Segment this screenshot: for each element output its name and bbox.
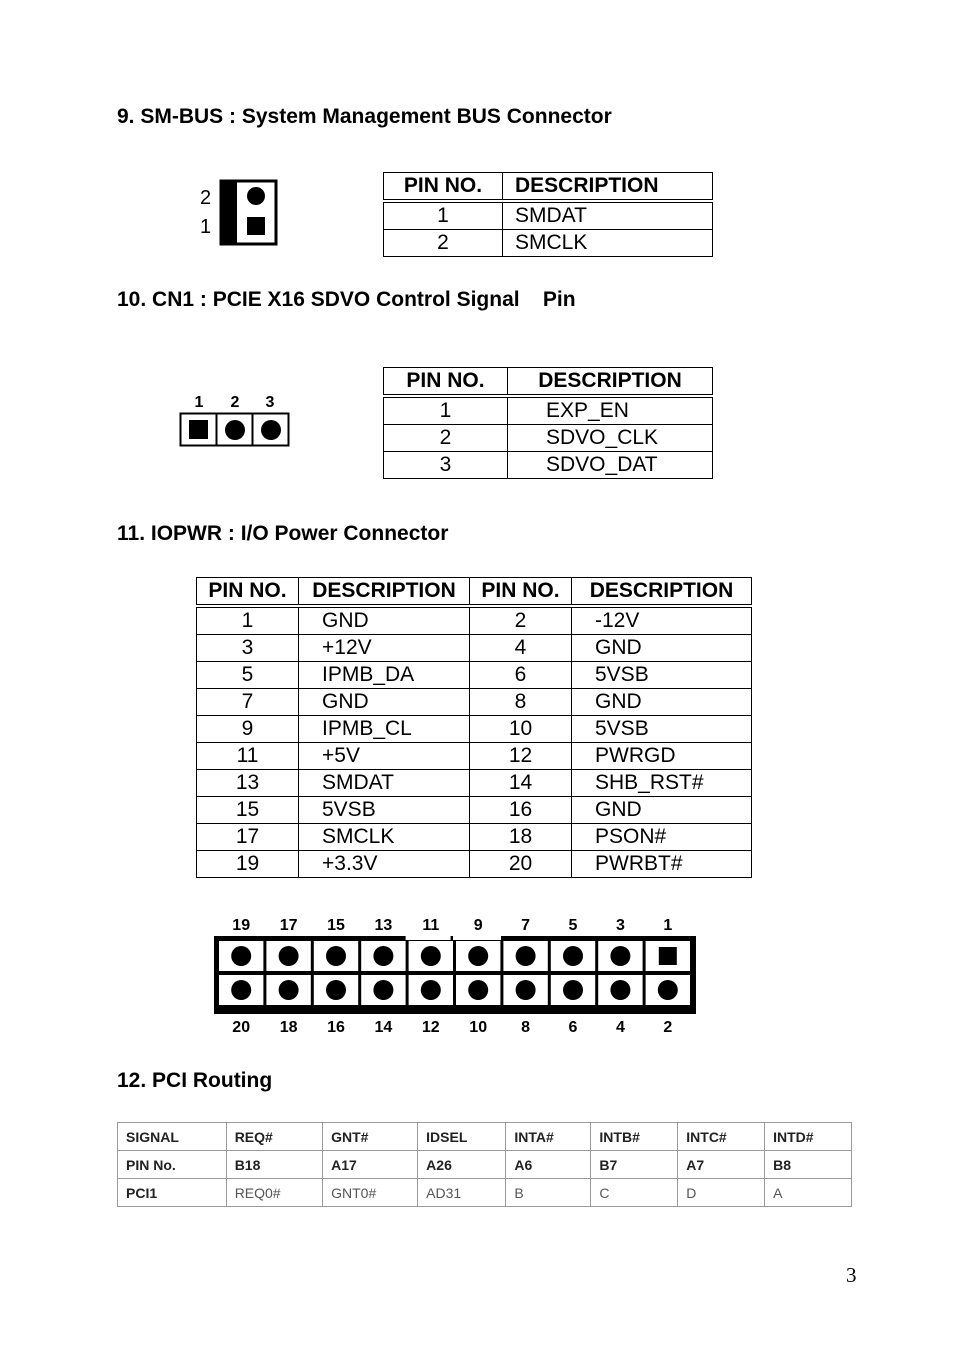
pin-no-cell: 4 <box>470 635 572 662</box>
pin-circle <box>516 980 536 1000</box>
iopwr-title: 11. IOPWR : I/O Power Connector <box>117 522 449 545</box>
pin-no-cell: 3 <box>197 635 299 662</box>
table-cell: A26 <box>418 1151 506 1179</box>
cn1-pin-label-1: 1 <box>194 394 204 411</box>
top-pin-number: 19 <box>232 917 251 934</box>
description-cell: SDVO_DAT <box>508 452 713 479</box>
description-cell: IPMB_DA <box>299 662 470 689</box>
page-number: 3 <box>846 1263 857 1287</box>
pin-no-cell: 20 <box>470 851 572 878</box>
table-cell: INTA# <box>506 1123 591 1151</box>
pin-square <box>659 947 677 965</box>
description-cell: GND <box>572 797 752 824</box>
table-cell: REQ0# <box>226 1179 322 1207</box>
pin-circle <box>610 946 630 966</box>
description-cell: PWRGD <box>572 743 752 770</box>
table-cell: INTB# <box>591 1123 678 1151</box>
description-cell: GND <box>299 606 470 635</box>
table-cell: INTD# <box>765 1123 852 1151</box>
pin-circle <box>373 946 393 966</box>
table-row <box>197 797 752 824</box>
table-cell: GNT0# <box>323 1179 418 1207</box>
description-cell: SDVO_CLK <box>508 425 713 452</box>
pin-no-header: PIN NO. <box>470 578 572 607</box>
pin-circle <box>516 946 536 966</box>
pin-circle <box>279 946 299 966</box>
cn1-pin-label-2: 2 <box>230 394 240 411</box>
table-cell: B <box>506 1179 591 1207</box>
description-cell: SHB_RST# <box>572 770 752 797</box>
table-row <box>384 452 713 479</box>
description-cell: 5VSB <box>572 716 752 743</box>
description-cell: SMCLK <box>503 230 713 257</box>
bottom-pin-number: 6 <box>568 1019 578 1036</box>
smbus-connector-diagram <box>219 179 279 247</box>
table-cell: IDSEL <box>418 1123 506 1151</box>
description-cell: GND <box>572 635 752 662</box>
pin-no-header: PIN NO. <box>384 173 503 202</box>
pin-no-cell: 1 <box>384 201 503 230</box>
pin-circle <box>231 946 251 966</box>
pin-circle <box>658 980 678 1000</box>
description-cell: +3.3V <box>299 851 470 878</box>
pin-circle <box>610 980 630 1000</box>
smbus-title: 9. SM-BUS : System Management BUS Connector <box>117 105 612 128</box>
pin-no-cell: 5 <box>197 662 299 689</box>
top-pin-number: 3 <box>615 917 625 934</box>
table-cell: A <box>765 1179 852 1207</box>
table-cell: AD31 <box>418 1179 506 1207</box>
top-pin-number: 17 <box>279 917 298 934</box>
top-pin-number: 15 <box>327 917 345 934</box>
pin-circle <box>468 946 488 966</box>
pin-no-cell: 6 <box>470 662 572 689</box>
description-cell: PSON# <box>572 824 752 851</box>
iopwr-pin-table <box>196 577 752 878</box>
table-row <box>197 824 752 851</box>
top-pin-number: 9 <box>473 917 483 934</box>
table-cell: A7 <box>678 1151 765 1179</box>
table-row <box>197 770 752 797</box>
cn1-connector-diagram <box>179 412 291 448</box>
table-cell: B7 <box>591 1151 678 1179</box>
cn1-title: 10. CN1 : PCIE X16 SDVO Control Signal Pin <box>117 288 576 311</box>
table-row <box>384 230 713 257</box>
smbus-pin-table <box>383 172 713 257</box>
pin-circle <box>421 946 441 966</box>
description-header: DESCRIPTION <box>299 578 470 607</box>
pin-no-cell: 13 <box>197 770 299 797</box>
table-row <box>197 662 752 689</box>
description-cell: PWRBT# <box>572 851 752 878</box>
pin-no-cell: 15 <box>197 797 299 824</box>
pin-no-cell: 18 <box>470 824 572 851</box>
pin-circle <box>326 980 346 1000</box>
table-row <box>197 851 752 878</box>
pin-no-header: PIN NO. <box>197 578 299 607</box>
bottom-pin-number: 8 <box>521 1019 531 1036</box>
pin-no-header: PIN NO. <box>384 368 508 397</box>
bottom-pin-number: 16 <box>327 1019 345 1036</box>
description-header: DESCRIPTION <box>508 368 713 397</box>
table-row <box>118 1179 852 1207</box>
bottom-pin-number: 10 <box>469 1019 488 1036</box>
table-row <box>384 425 713 452</box>
table-cell: GNT# <box>323 1123 418 1151</box>
pin-no-cell: 1 <box>384 396 508 425</box>
pin-no-cell: 19 <box>197 851 299 878</box>
pci-routing-table <box>117 1122 852 1207</box>
pin-no-cell: 8 <box>470 689 572 716</box>
bottom-pin-number: 14 <box>374 1019 393 1036</box>
table-row <box>118 1151 852 1179</box>
top-pin-number: 11 <box>422 917 440 934</box>
pin-no-cell: 3 <box>384 452 508 479</box>
pin-no-cell: 2 <box>384 425 508 452</box>
table-row <box>197 716 752 743</box>
pci-title: 12. PCI Routing <box>117 1069 273 1092</box>
row-header-cell: PIN No. <box>118 1151 227 1179</box>
pin-no-cell: 2 <box>470 606 572 635</box>
description-cell: EXP_EN <box>508 396 713 425</box>
pin-circle <box>373 980 393 1000</box>
pin-circle <box>563 946 583 966</box>
description-cell: 5VSB <box>572 662 752 689</box>
pin-no-cell: 7 <box>197 689 299 716</box>
top-pin-number: 7 <box>521 917 531 934</box>
bottom-pin-number: 20 <box>232 1019 251 1036</box>
description-cell: 5VSB <box>299 797 470 824</box>
pin-no-cell: 1 <box>197 606 299 635</box>
description-cell: -12V <box>572 606 752 635</box>
top-pin-number: 13 <box>374 917 393 934</box>
table-cell: A6 <box>506 1151 591 1179</box>
pin-circle <box>421 980 441 1000</box>
table-row <box>384 201 713 230</box>
key-notch <box>406 936 451 940</box>
pin-circle <box>563 980 583 1000</box>
table-cell: B8 <box>765 1151 852 1179</box>
description-cell: SMDAT <box>299 770 470 797</box>
description-cell: +12V <box>299 635 470 662</box>
pin-no-cell: 17 <box>197 824 299 851</box>
table-row <box>197 635 752 662</box>
pin-no-cell: 11 <box>197 743 299 770</box>
table-row <box>197 606 752 635</box>
pin-no-cell: 14 <box>470 770 572 797</box>
pin-circle <box>326 946 346 966</box>
row-header-cell: PCI1 <box>118 1179 227 1207</box>
table-cell: INTC# <box>678 1123 765 1151</box>
iopwr-connector-diagram <box>200 910 720 1040</box>
table-cell: A17 <box>323 1151 418 1179</box>
pin-circle <box>468 980 488 1000</box>
cn1-pin-table <box>383 367 713 479</box>
description-cell: +5V <box>299 743 470 770</box>
description-header: DESCRIPTION <box>572 578 752 607</box>
pin-no-cell: 9 <box>197 716 299 743</box>
pin-no-cell: 10 <box>470 716 572 743</box>
pin-circle <box>279 980 299 1000</box>
description-cell: SMCLK <box>299 824 470 851</box>
bottom-pin-number: 2 <box>663 1019 673 1036</box>
pin-no-cell: 16 <box>470 797 572 824</box>
description-header: DESCRIPTION <box>503 173 713 202</box>
cn1-pin-label-3: 3 <box>265 394 275 411</box>
table-row <box>197 689 752 716</box>
description-cell: GND <box>572 689 752 716</box>
smbus-pin-label-2: 2 <box>200 187 212 209</box>
bottom-pin-number: 12 <box>421 1019 440 1036</box>
description-cell: IPMB_CL <box>299 716 470 743</box>
table-cell: C <box>591 1179 678 1207</box>
smbus-pin-label-1: 1 <box>200 216 212 238</box>
bottom-pin-number: 18 <box>279 1019 298 1036</box>
table-cell: REQ# <box>226 1123 322 1151</box>
top-pin-number: 1 <box>663 917 673 934</box>
pin-no-cell: 2 <box>384 230 503 257</box>
pin-circle <box>231 980 251 1000</box>
key-notch <box>453 936 501 940</box>
bottom-pin-number: 4 <box>615 1019 625 1036</box>
description-cell: SMDAT <box>503 201 713 230</box>
table-row <box>384 396 713 425</box>
table-cell: B18 <box>226 1151 322 1179</box>
description-cell: GND <box>299 689 470 716</box>
row-header-cell: SIGNAL <box>118 1123 227 1151</box>
pin-no-cell: 12 <box>470 743 572 770</box>
table-row <box>118 1123 852 1151</box>
table-cell: D <box>678 1179 765 1207</box>
table-row <box>197 743 752 770</box>
top-pin-number: 5 <box>568 917 578 934</box>
